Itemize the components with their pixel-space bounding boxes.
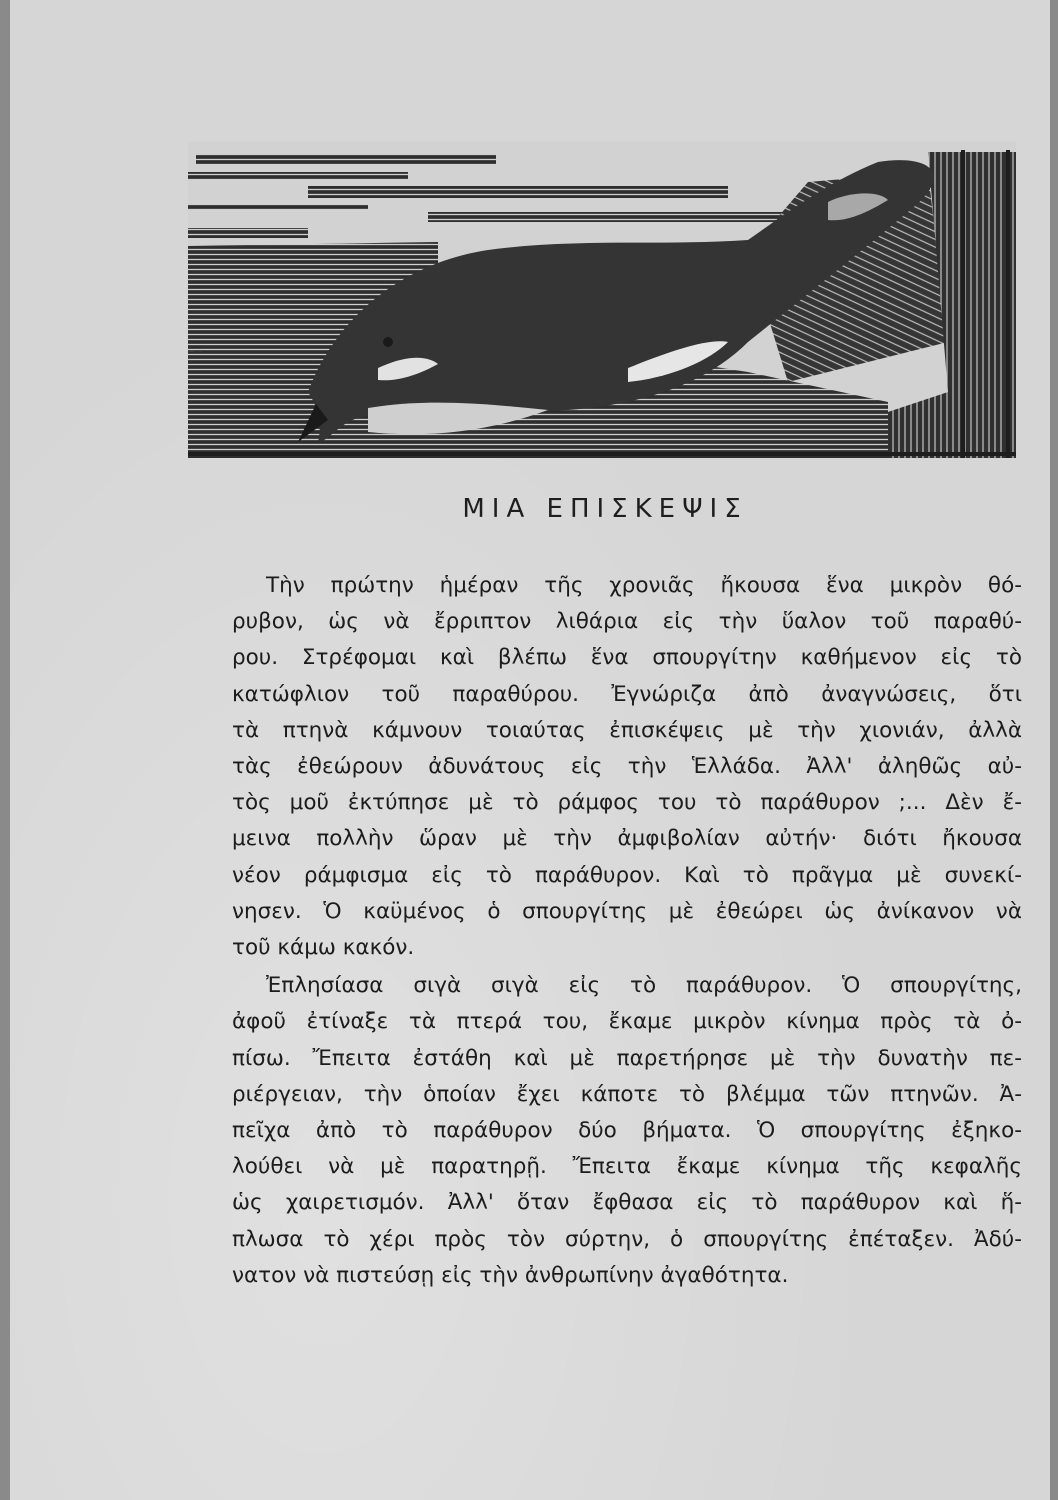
text-line: πεῖχα ἀπὸ τὸ παράθυρον δύο βήματα. Ὁ σπουργίτης ἐξηκο- bbox=[232, 1118, 1022, 1144]
text-line: τὸς μοῦ ἐκτύπησε μὲ τὸ ράμφος του τὸ παράθυρον ;... Δὲν ἔ- bbox=[232, 790, 1022, 816]
bird-on-windowsill-icon bbox=[188, 142, 1016, 458]
text-line: τὰς ἐθεώρουν ἀδυνάτους εἰς τὴν Ἑλλάδα. Ἀλλ' ἀληθῶς αὐ- bbox=[232, 754, 1022, 780]
text-line: πλωσα τὸ χέρι πρὸς τὸν σύρτην, ὁ σπουργίτης ἐπέταξεν. Ἀδύ- bbox=[232, 1226, 1022, 1252]
text-line: μεινα πολλὴν ὥραν μὲ τὴν ἀμφιβολίαν αὐτήν· διότι ἤκουσα bbox=[232, 826, 1022, 852]
text-line: τὰ πτηνὰ κάμνουν τοιαύτας ἐπισκέψεις μὲ τὴν χιονιάν, ἀλλὰ bbox=[232, 717, 1022, 743]
article-title: ΜΙΑ ΕΠΙΣΚΕΨΙΣ bbox=[462, 494, 748, 524]
paragraph-1 bbox=[232, 568, 1022, 966]
text-line: ριέργειαν, τὴν ὁποίαν ἔχει κάποτε τὸ βλέμμα τῶν πτηνῶν. Ἀ- bbox=[232, 1081, 1022, 1107]
text-line: ρου. Στρέφομαι καὶ βλέπω ἕνα σπουργίτην καθήμενον εἰς τὸ bbox=[232, 645, 1022, 671]
text-line: κατώφλιον τοῦ παραθύρου. Ἐγνώριζα ἀπὸ ἀναγνώσεις, ὅτι bbox=[232, 681, 1022, 707]
text-line: ὡς χαιρετισμόν. Ἀλλ' ὅταν ἔφθασα εἰς τὸ παράθυρον καὶ ἥ- bbox=[232, 1190, 1022, 1216]
book-page bbox=[10, 0, 1050, 1500]
text-line: πίσω. Ἔπειτα ἐστάθη καὶ μὲ παρετήρησε μὲ τὴν δυνατὴν πε- bbox=[232, 1045, 1022, 1071]
text-line: λούθει νὰ μὲ παρατηρῇ. Ἔπειτα ἔκαμε κίνημα τῆς κεφαλῆς bbox=[232, 1154, 1022, 1180]
text-line: ἀφοῦ ἐτίναξε τὰ πτερά του, ἔκαμε μικρὸν κίνημα πρὸς τὰ ὀ- bbox=[232, 1009, 1022, 1035]
text-line: τοῦ κάμω κακόν. bbox=[232, 935, 415, 961]
text-line: νατον νὰ πιστεύσῃ εἰς τὴν ἀνθρωπίνην ἀγαθότητα. bbox=[232, 1262, 789, 1288]
text-line: Τὴν πρώτην ἡμέραν τῆς χρονιᾶς ἤκουσα ἕνα μικρὸν θό- bbox=[266, 573, 1022, 598]
text-line: νησεν. Ὁ καϋμένος ὁ σπουργίτης μὲ ἐθεώρει ὡς ἀνίκανον νὰ bbox=[232, 898, 1022, 924]
text-line: νέον ράμφισμα εἰς τὸ παράθυρον. Καὶ τὸ πρᾶγμα μὲ συνεκί- bbox=[232, 862, 1022, 888]
article-body bbox=[232, 568, 1022, 1294]
woodcut-illustration bbox=[188, 142, 1016, 458]
paragraph-2 bbox=[232, 968, 1022, 1294]
text-line: ρυβον, ὡς νὰ ἔρριπτον λιθάρια εἰς τὴν ὕαλον τοῦ παραθύ- bbox=[232, 609, 1022, 635]
text-line: Ἐπλησίασα σιγὰ σιγὰ εἰς τὸ παράθυρον. Ὁ σπουργίτης, bbox=[266, 973, 1022, 999]
